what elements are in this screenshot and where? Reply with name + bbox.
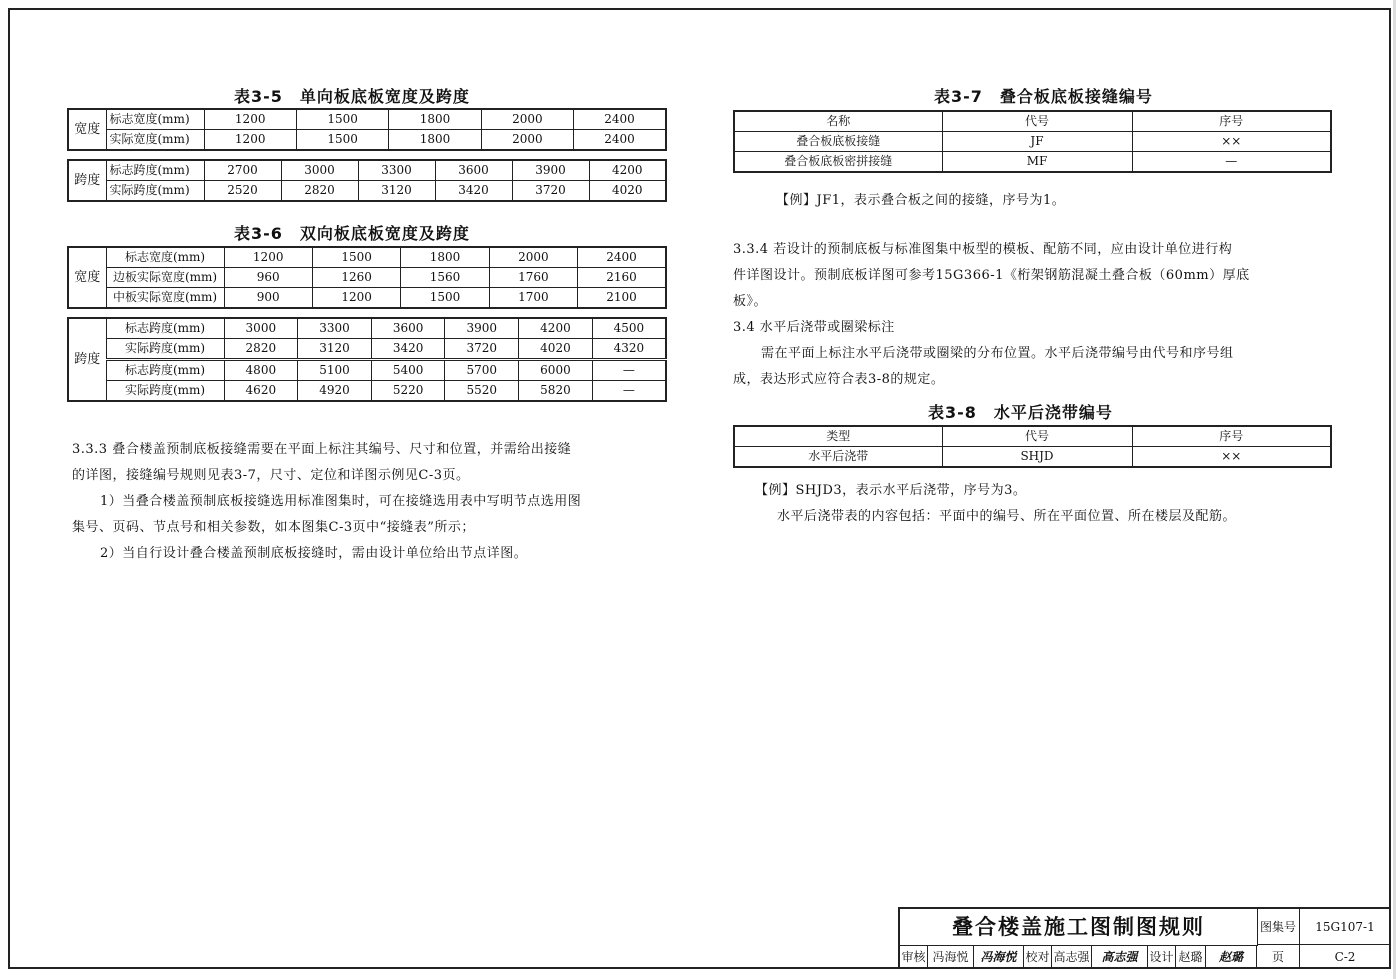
table-3-6-title: 表3-6 双向板底板宽度及跨度 bbox=[234, 224, 470, 243]
column-header: 序号 bbox=[1132, 111, 1331, 132]
text-line: 集号、页码、节点号和相关参数，如本图集C-3页中“接缝表”所示； bbox=[72, 520, 475, 535]
shjd-table-content: 水平后浇带表的内容包括：平面中的编号、所在平面位置、所在楼层及配筋。 bbox=[777, 509, 1237, 524]
atlas-label: 图集号 bbox=[1257, 909, 1300, 945]
cell: 1200 bbox=[224, 247, 312, 268]
cell: 2820 bbox=[224, 339, 298, 360]
row-label: 中板实际宽度(mm) bbox=[106, 288, 224, 309]
table-3-8-title: 表3-8 水平后浇带编号 bbox=[928, 403, 1113, 422]
drawing-title: 叠合楼盖施工图制图规则 bbox=[900, 909, 1258, 946]
text-line: 板》。 bbox=[733, 294, 768, 309]
side-label: 跨度 bbox=[68, 160, 106, 201]
cell: 5100 bbox=[298, 360, 372, 381]
reviewer-name: 冯海悦 bbox=[928, 945, 974, 969]
section-3-3-4 bbox=[733, 237, 1250, 393]
cell: 2820 bbox=[281, 181, 358, 202]
table-3-5-span bbox=[67, 159, 667, 202]
cell: — bbox=[592, 381, 666, 402]
table-row bbox=[68, 288, 666, 309]
cell: 2700 bbox=[204, 160, 281, 181]
cell: 4020 bbox=[589, 181, 666, 202]
cell: 2520 bbox=[204, 181, 281, 202]
table-row bbox=[734, 132, 1331, 152]
page-number: C-2 bbox=[1300, 945, 1391, 969]
column-header: 代号 bbox=[942, 426, 1132, 447]
cell: 2400 bbox=[578, 247, 666, 268]
cell: 3000 bbox=[281, 160, 358, 181]
designer-signature: 赵璐 bbox=[1206, 945, 1257, 969]
row-label: 实际跨度(mm) bbox=[106, 339, 224, 360]
cell: 1200 bbox=[312, 288, 400, 309]
cell: — bbox=[1132, 152, 1331, 173]
checker-name: 高志强 bbox=[1052, 945, 1092, 969]
cell: 2000 bbox=[489, 247, 577, 268]
column-header: 序号 bbox=[1132, 426, 1331, 447]
design-label: 设计 bbox=[1148, 945, 1176, 969]
row-label: 标志宽度(mm) bbox=[106, 247, 224, 268]
cell: 2400 bbox=[574, 130, 666, 151]
column-header: 代号 bbox=[942, 111, 1132, 132]
cell: 4200 bbox=[589, 160, 666, 181]
reviewer-signature: 冯海悦 bbox=[974, 945, 1024, 969]
cell: 3420 bbox=[371, 339, 445, 360]
table-row bbox=[68, 160, 666, 181]
cell: 水平后浇带 bbox=[734, 447, 942, 468]
cell: 1700 bbox=[489, 288, 577, 309]
table-row bbox=[734, 447, 1331, 468]
cell: 4200 bbox=[519, 318, 593, 339]
check-label: 校对 bbox=[1024, 945, 1052, 969]
text-line: 3.3.4 若设计的预制底板与标准图集中板型的模板、配筋不同，应由设计单位进行构 bbox=[733, 242, 1233, 257]
row-label: 标志跨度(mm) bbox=[106, 160, 204, 181]
cell: 3300 bbox=[298, 318, 372, 339]
column-header: 名称 bbox=[734, 111, 942, 132]
text-line: 2）当自行设计叠合楼盖预制底板接缝时，需由设计单位给出节点详图。 bbox=[100, 546, 528, 561]
cell: 3720 bbox=[445, 339, 519, 360]
page-label: 页 bbox=[1257, 945, 1300, 969]
section-heading: 3.4 水平后浇带或圈梁标注 bbox=[733, 320, 895, 335]
table-row bbox=[68, 130, 666, 151]
cell: ×× bbox=[1132, 447, 1331, 468]
cell: 1560 bbox=[401, 268, 489, 288]
row-label: 标志跨度(mm) bbox=[106, 318, 224, 339]
table-3-7 bbox=[733, 110, 1332, 173]
text-line: 的详图，接缝编号规则见表3-7，尺寸、定位和详图示例见C-3页。 bbox=[72, 468, 470, 483]
table-row bbox=[734, 152, 1331, 173]
cell: 960 bbox=[224, 268, 312, 288]
cell: 5520 bbox=[445, 381, 519, 402]
side-label: 跨度 bbox=[68, 318, 106, 401]
cell: 1200 bbox=[204, 109, 296, 130]
cell: 1500 bbox=[296, 109, 388, 130]
column-header: 类型 bbox=[734, 426, 942, 447]
row-label: 实际跨度(mm) bbox=[106, 381, 224, 402]
cell: 3900 bbox=[512, 160, 589, 181]
table-row bbox=[68, 247, 666, 268]
cell: MF bbox=[942, 152, 1132, 173]
cell: 3000 bbox=[224, 318, 298, 339]
row-label: 实际跨度(mm) bbox=[106, 181, 204, 202]
table-3-5-width bbox=[67, 108, 667, 151]
cell: 1760 bbox=[489, 268, 577, 288]
cell: 1500 bbox=[312, 247, 400, 268]
cell: JF bbox=[942, 132, 1132, 152]
cell: 2160 bbox=[578, 268, 666, 288]
cell: 3900 bbox=[445, 318, 519, 339]
text-line: 3.3.3 叠合楼盖预制底板接缝需要在平面上标注其编号、尺寸和位置，并需给出接缝 bbox=[72, 442, 572, 457]
table-3-5-title: 表3-5 单向板底板宽度及跨度 bbox=[234, 87, 470, 106]
cell: 1200 bbox=[204, 130, 296, 151]
table-row bbox=[68, 360, 666, 381]
atlas-number: 15G107-1 bbox=[1300, 909, 1391, 945]
cell: — bbox=[592, 360, 666, 381]
cell: 1800 bbox=[389, 109, 481, 130]
cell: 1800 bbox=[389, 130, 481, 151]
cell: 5220 bbox=[371, 381, 445, 402]
table-header-row bbox=[734, 426, 1331, 447]
cell: 900 bbox=[224, 288, 312, 309]
cell: 1800 bbox=[401, 247, 489, 268]
table-3-7-title: 表3-7 叠合板底板接缝编号 bbox=[934, 87, 1153, 106]
review-label: 审核 bbox=[900, 945, 928, 969]
table-row bbox=[68, 381, 666, 402]
cell: 4620 bbox=[224, 381, 298, 402]
cell: SHJD bbox=[942, 447, 1132, 468]
example-jf: 【例】JF1，表示叠合板之间的接缝，序号为1。 bbox=[776, 193, 1066, 208]
cell: 1260 bbox=[312, 268, 400, 288]
cell: 1500 bbox=[401, 288, 489, 309]
cell: 5700 bbox=[445, 360, 519, 381]
row-label: 边板实际宽度(mm) bbox=[106, 268, 224, 288]
designer-name: 赵璐 bbox=[1176, 945, 1206, 969]
cell: 4800 bbox=[224, 360, 298, 381]
cell: ×× bbox=[1132, 132, 1331, 152]
cell: 叠合板底板密拼接缝 bbox=[734, 152, 942, 173]
cell: 4500 bbox=[592, 318, 666, 339]
table-3-6-span bbox=[67, 317, 667, 402]
cell: 4920 bbox=[298, 381, 372, 402]
cell: 3600 bbox=[371, 318, 445, 339]
table-3-6-width bbox=[67, 246, 667, 309]
side-label: 宽度 bbox=[68, 109, 106, 150]
row-label: 标志跨度(mm) bbox=[106, 360, 224, 381]
text-line: 件详图设计。预制底板详图可参考15G366-1《桁架钢筋混凝土叠合板（60mm）厚底 bbox=[733, 268, 1250, 283]
cell: 叠合板底板接缝 bbox=[734, 132, 942, 152]
sheet-edge bbox=[1393, 0, 1396, 979]
cell: 3600 bbox=[435, 160, 512, 181]
cell: 2000 bbox=[481, 109, 573, 130]
cell: 5820 bbox=[519, 381, 593, 402]
text-line: 成，表达形式应符合表3-8的规定。 bbox=[733, 372, 945, 387]
cell: 3120 bbox=[298, 339, 372, 360]
cell: 3420 bbox=[435, 181, 512, 202]
table-row bbox=[68, 318, 666, 339]
cell: 1500 bbox=[296, 130, 388, 151]
cell: 4020 bbox=[519, 339, 593, 360]
table-row bbox=[68, 268, 666, 288]
row-label: 实际宽度(mm) bbox=[106, 130, 204, 151]
table-3-8 bbox=[733, 425, 1332, 468]
cell: 3120 bbox=[358, 181, 435, 202]
cell: 3720 bbox=[512, 181, 589, 202]
table-row bbox=[68, 339, 666, 360]
table-row bbox=[68, 109, 666, 130]
cell: 2100 bbox=[578, 288, 666, 309]
text-line: 1）当叠合楼盖预制底板接缝选用标准图集时，可在接缝选用表中写明节点选用图 bbox=[100, 494, 582, 509]
table-row bbox=[68, 181, 666, 202]
cell: 4320 bbox=[592, 339, 666, 360]
section-3-3-3 bbox=[72, 437, 581, 567]
cell: 2400 bbox=[574, 109, 666, 130]
title-block bbox=[898, 907, 1391, 969]
side-label: 宽度 bbox=[68, 247, 106, 308]
text-line: 需在平面上标注水平后浇带或圈梁的分布位置。水平后浇带编号由代号和序号组 bbox=[761, 346, 1234, 361]
cell: 6000 bbox=[519, 360, 593, 381]
row-label: 标志宽度(mm) bbox=[106, 109, 204, 130]
example-shjd: 【例】SHJD3，表示水平后浇带，序号为3。 bbox=[755, 483, 1027, 498]
checker-signature: 高志强 bbox=[1092, 945, 1148, 969]
cell: 3300 bbox=[358, 160, 435, 181]
cell: 2000 bbox=[481, 130, 573, 151]
table-header-row bbox=[734, 111, 1331, 132]
cell: 5400 bbox=[371, 360, 445, 381]
